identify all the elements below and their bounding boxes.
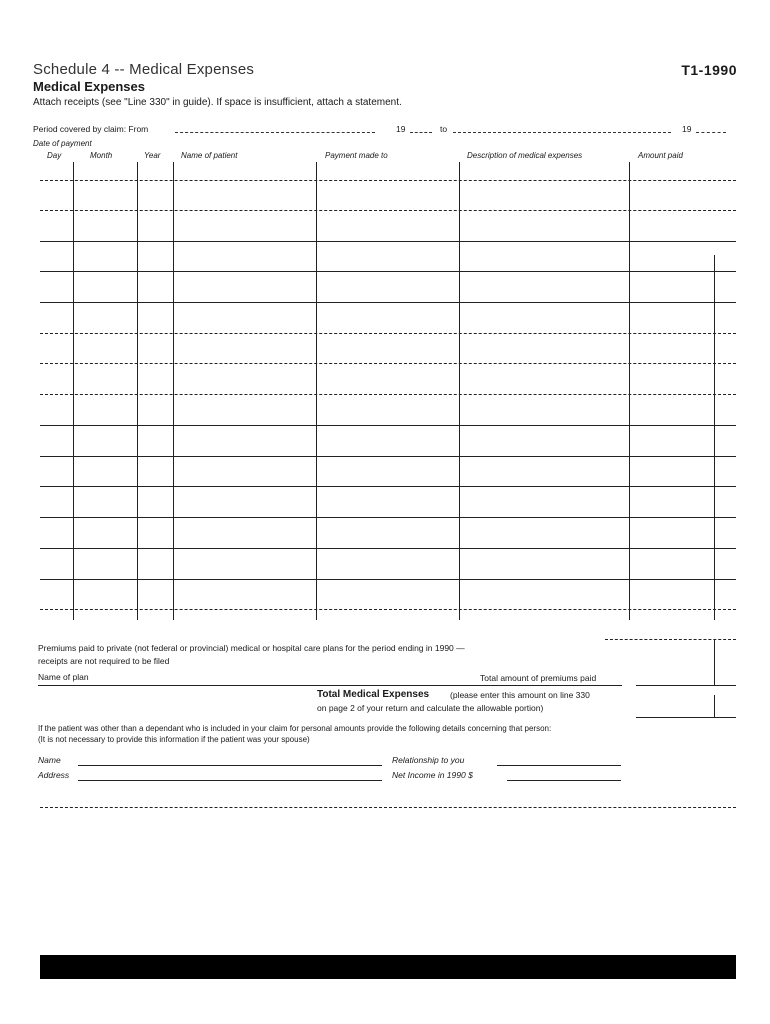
name-label: Name [38, 755, 61, 765]
amount-divider [714, 695, 715, 717]
patient-info-line1: If the patient was other than a dependant who is included in your claim for personal amounts provide the following details concerning that person: [38, 724, 552, 733]
period-from-field[interactable] [175, 132, 375, 133]
total-label: Total Medical Expenses [317, 689, 430, 700]
page-title: Medical Expenses [33, 79, 145, 94]
receipts-note: receipts are not required to be filed [38, 656, 170, 666]
period-to-field[interactable] [453, 132, 671, 133]
table-row[interactable] [40, 517, 736, 518]
period-year-prefix-to: 19 [682, 124, 692, 134]
table-row[interactable] [40, 333, 736, 334]
premiums-total-label: Total amount of premiums paid [480, 673, 597, 683]
schedule-title: Schedule 4 -- Medical Expenses [33, 61, 255, 78]
period-to-year-field[interactable] [696, 132, 726, 133]
table-divider [316, 162, 317, 620]
address-label: Address [38, 770, 70, 780]
table-row[interactable] [40, 425, 736, 426]
col-day: Day [47, 151, 62, 160]
date-of-payment-label: Date of payment [33, 139, 92, 148]
name-field[interactable] [78, 765, 382, 766]
table-divider [629, 162, 630, 620]
bottom-divider [40, 807, 736, 808]
plan-name-label: Name of plan [38, 672, 89, 682]
table-divider [73, 162, 74, 620]
table-divider [714, 255, 715, 620]
table-row[interactable] [40, 241, 736, 242]
period-label: Period covered by claim: From [33, 124, 149, 134]
attach-note: Attach receipts (see "Line 330" in guide). If space is insufficient, attach a statement. [33, 97, 402, 108]
period-from-year-field[interactable] [410, 132, 432, 133]
table-row[interactable] [40, 363, 736, 364]
col-description: Description of medical expenses [467, 151, 583, 160]
table-row[interactable] [40, 548, 736, 549]
col-amount: Amount paid [638, 151, 683, 160]
col-patient: Name of patient [181, 151, 238, 160]
form-id: T1-1990 [681, 62, 737, 78]
net-income-field[interactable] [507, 780, 621, 781]
relationship-label: Relationship to you [392, 755, 465, 765]
table-row[interactable] [40, 609, 736, 610]
premiums-text: Premiums paid to private (not federal or provincial) medical or hospital care plans for the period ending in 1990 — [38, 643, 465, 653]
table-divider [173, 162, 174, 620]
col-payee: Payment made to [325, 151, 388, 160]
patient-info-line2: (It is not necessary to provide this information if the patient was your spouse) [38, 735, 310, 744]
table-row[interactable] [40, 271, 736, 272]
premiums-total-field[interactable] [636, 685, 736, 686]
table-row[interactable] [40, 302, 736, 303]
table-row[interactable] [40, 210, 736, 211]
address-field[interactable] [78, 780, 382, 781]
table-divider [137, 162, 138, 620]
total-field[interactable] [636, 717, 736, 718]
table-row[interactable] [605, 639, 736, 640]
table-row[interactable] [40, 456, 736, 457]
table-row[interactable] [40, 180, 736, 181]
period-to-label: to [440, 124, 448, 134]
col-year: Year [144, 151, 161, 160]
footer-bar [40, 955, 736, 979]
amount-divider [714, 640, 715, 685]
net-income-label: Net Income in 1990 $ [392, 770, 473, 780]
table-row[interactable] [40, 486, 736, 487]
relationship-field[interactable] [497, 765, 621, 766]
total-note-2: on page 2 of your return and calculate the allowable portion) [317, 703, 544, 713]
period-year-prefix-from: 19 [396, 124, 406, 134]
table-row[interactable] [40, 579, 736, 580]
table-row[interactable] [40, 394, 736, 395]
col-month: Month [90, 151, 113, 160]
total-note: (please enter this amount on line 330 [450, 690, 590, 700]
table-divider [459, 162, 460, 620]
plan-name-field[interactable] [38, 685, 622, 686]
